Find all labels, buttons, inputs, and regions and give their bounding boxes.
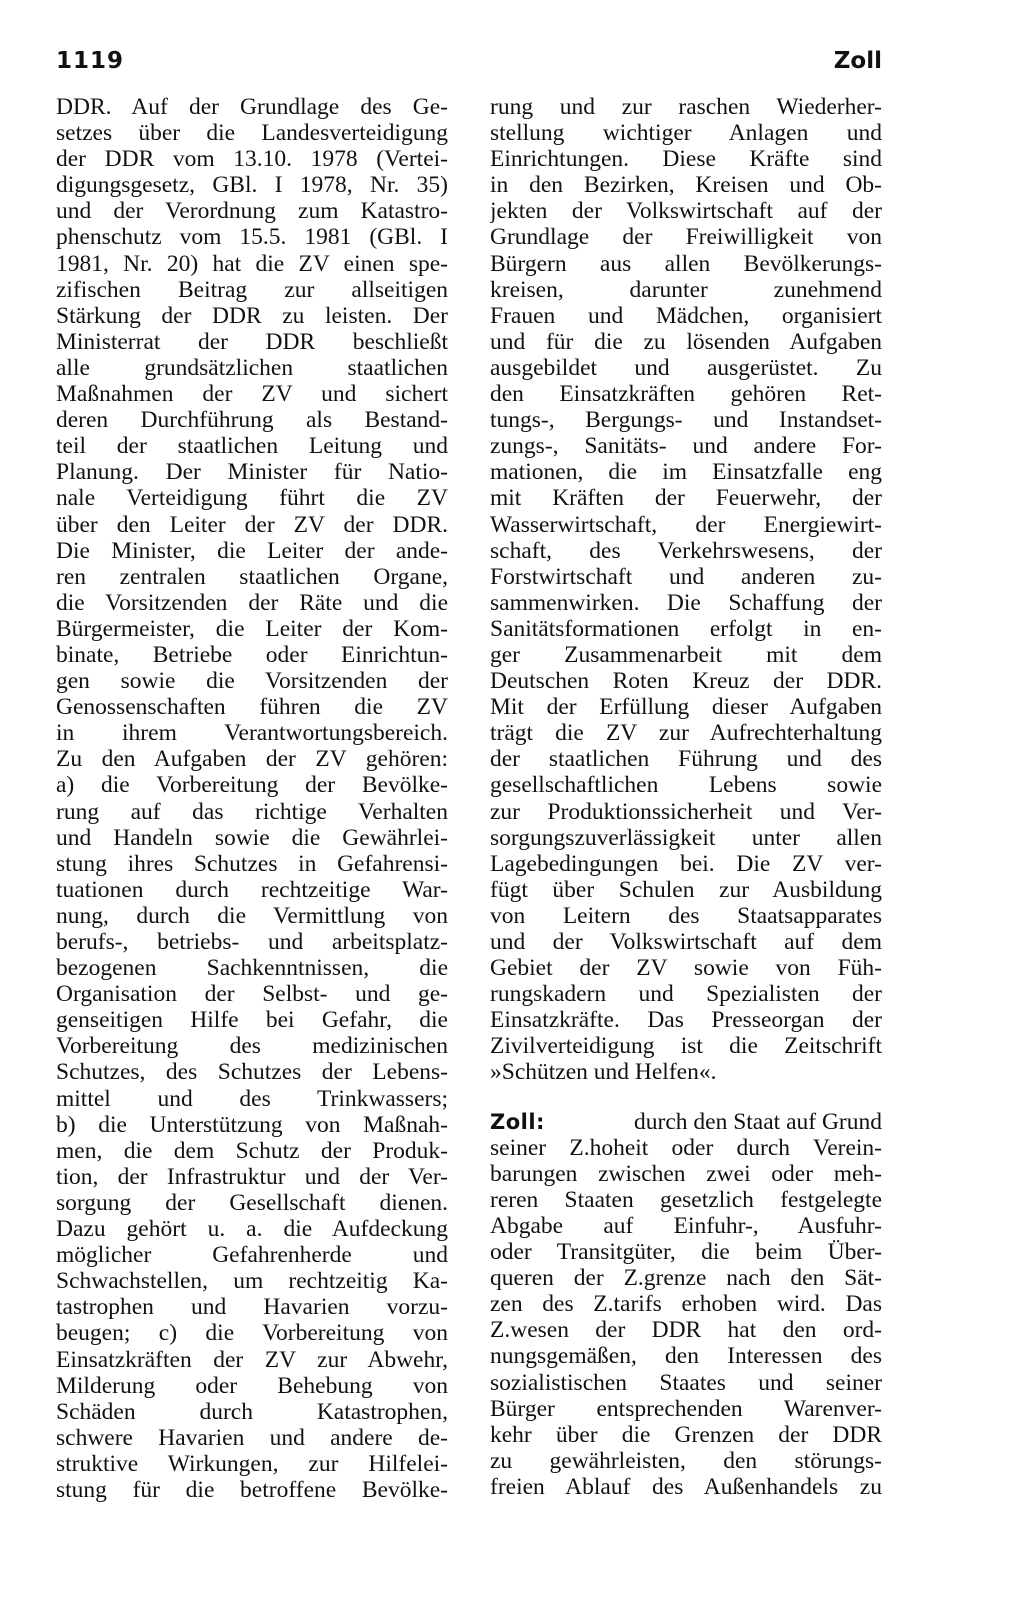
text-line: freien Ablauf des Außenhandels zu (490, 1473, 882, 1500)
text-line: Forstwirtschaft und anderen zu- (490, 563, 882, 590)
text-line: gen sowie die Vorsitzenden der (56, 668, 448, 695)
text-line: mittel und des Trinkwassers; (56, 1085, 448, 1112)
text-line: Abgabe auf Einfuhr-, Ausfuhr- (490, 1212, 882, 1239)
text-line: der DDR vom 13.10. 1978 (Vertei- (56, 146, 448, 173)
text-line: der staatlichen Führung und des (490, 746, 882, 773)
text-line: Schutzes, des Schutzes der Lebens- (56, 1059, 448, 1086)
text-line: setzes über die Landesverteidigung (56, 120, 448, 147)
text-line: Die Minister, die Leiter der ande- (56, 537, 448, 564)
left-column (56, 94, 448, 1503)
text-line: schaft, des Verkehrswesens, der (490, 537, 882, 564)
text-line: gesellschaftlichen Lebens sowie (490, 772, 882, 799)
text-line: rung auf das richtige Verhalten (56, 798, 448, 825)
text-line: stellung wichtiger Anlagen und (490, 120, 882, 147)
text-line: struktive Wirkungen, zur Hilfelei- (56, 1450, 448, 1477)
continued-entry-text (490, 94, 882, 1086)
text-line: rung und zur raschen Wiederher- (490, 94, 882, 120)
text-line: in ihrem Verantwortungsbereich. (56, 720, 448, 747)
text-line: von Leitern des Staatsapparates (490, 902, 882, 929)
text-line: sozialistischen Staates und seiner (490, 1369, 882, 1396)
text-line: sorgung der Gesellschaft dienen. (56, 1189, 448, 1216)
text-line: und der Volkswirtschaft auf dem (490, 929, 882, 955)
entry-headword: Zoll: (490, 1109, 545, 1134)
text-line: beugen; c) die Vorbereitung von (56, 1320, 448, 1347)
text-line: oder Transitgüter, die beim Über- (490, 1239, 882, 1266)
text-line: Vorbereitung des medizinischen (56, 1033, 448, 1060)
text-line: kehr über die Grenzen der DDR (490, 1421, 882, 1448)
text-line: und für die zu lösenden Aufgaben (490, 328, 882, 355)
text-line: nale Verteidigung führt die ZV (56, 485, 448, 512)
text-line: Planung. Der Minister für Natio- (56, 459, 448, 486)
entry-separator (490, 1086, 882, 1109)
text-line: tuationen durch rechtzeitige War- (56, 876, 448, 903)
text-line: zungs-, Sanitäts- und andere For- (490, 433, 882, 460)
text-line: DDR. Auf der Grundlage des Ge- (56, 94, 448, 120)
text-line: sammenwirken. Die Schaffung der (490, 589, 882, 616)
text-line: zifischen Beitrag zur allseitigen (56, 276, 448, 303)
text-line: schwere Havarien und andere de- (56, 1424, 448, 1451)
text-line: b) die Unterstützung von Maßnah- (56, 1111, 448, 1138)
text-line: Frauen und Mädchen, organisiert (490, 302, 882, 329)
text-line: binate, Betriebe oder Einrichtun- (56, 641, 448, 668)
text-line: »Schützen und Helfen«. (490, 1059, 717, 1086)
text-line: berufs-, betriebs- und arbeitsplatz- (56, 929, 448, 955)
running-head: Zoll (833, 48, 882, 74)
text-line: Milderung oder Behebung von (56, 1372, 448, 1399)
text-line: a) die Vorbereitung der Bevölke- (56, 772, 448, 799)
text-line: zen des Z.tarifs erhoben wird. Das (490, 1291, 882, 1318)
text-line: tion, der Infrastruktur und der Ver- (56, 1163, 448, 1190)
text-line: seiner Z.hoheit oder durch Verein- (490, 1134, 882, 1161)
text-line: über den Leiter der ZV der DDR. (56, 511, 448, 538)
text-line: ger Zusammenarbeit mit dem (490, 641, 882, 668)
page-number: 1119 (56, 48, 125, 74)
text-line: nungsgemäßen, den Interessen des (490, 1343, 882, 1370)
text-line: trägt die ZV zur Aufrechterhaltung (490, 720, 882, 747)
text-line: Maßnahmen der ZV und sichert (56, 381, 448, 408)
text-line: Einrichtungen. Diese Kräfte sind (490, 146, 882, 173)
text-line: die Vorsitzenden der Räte und die (56, 589, 448, 616)
text-line: Zu den Aufgaben der ZV gehören: (56, 746, 448, 773)
text-line: Wasserwirtschaft, der Energiewirt- (490, 511, 882, 538)
text-line: und der Verordnung zum Katastro- (56, 198, 448, 225)
text-line: teil der staatlichen Leitung und (56, 433, 448, 460)
text-line: bezogenen Sachkenntnissen, die (56, 955, 448, 982)
text-line: rungskadern und Spezialisten der (490, 981, 882, 1008)
text-line: ausgebildet und ausgerüstet. Zu (490, 354, 882, 381)
text-line: Sanitätsformationen erfolgt in en- (490, 615, 882, 642)
text-line: stung für die betroffene Bevölke- (56, 1476, 448, 1503)
text-line: Bürgermeister, die Leiter der Kom- (56, 615, 448, 642)
text-line: Grundlage der Freiwilligkeit von (490, 224, 882, 251)
text-line: in den Bezirken, Kreisen und Ob- (490, 172, 882, 199)
text-line: Gebiet der ZV sowie von Füh- (490, 955, 882, 982)
text-line: Bürgern aus allen Bevölkerungs- (490, 250, 882, 277)
text-line: zur Produktionssicherheit und Ver- (490, 798, 882, 825)
text-line: reren Staaten gesetzlich festgelegte (490, 1186, 882, 1213)
text-line: tungs-, Bergungs- und Instandset- (490, 407, 882, 434)
zoll-entry-body (490, 1135, 882, 1500)
text-line: ren zentralen staatlichen Organe, (56, 563, 448, 590)
text-line: digungsgesetz, GBl. I 1978, Nr. 35) (56, 172, 448, 199)
text-line: Zivilverteidigung ist die Zeitschrift (490, 1033, 882, 1060)
text-line: Stärkung der DDR zu leisten. Der (56, 302, 448, 329)
text-line: genseitigen Hilfe bei Gefahr, die (56, 1007, 448, 1034)
text-line: Organisation der Selbst- und ge- (56, 981, 448, 1008)
text-line: stung ihres Schutzes in Gefahrensi- (56, 850, 448, 877)
text-line: Schäden durch Katastrophen, (56, 1398, 448, 1425)
text-line: queren der Z.grenze nach den Sät- (490, 1265, 882, 1292)
text-line: deren Durchführung als Bestand- (56, 407, 448, 434)
text-line: sorgungszuverlässigkeit unter allen (490, 824, 882, 851)
text-line: Mit der Erfüllung dieser Aufgaben (490, 694, 882, 721)
text-line: Genossenschaften führen die ZV (56, 694, 448, 721)
text-line: Bürger entsprechenden Warenver- (490, 1395, 882, 1422)
text-line: Schwachstellen, um rechtzeitig Ka- (56, 1268, 448, 1295)
entry-first-line-text: durch den Staat auf Grund (634, 1108, 882, 1135)
text-line: 1981, Nr. 20) hat die ZV einen spe- (56, 250, 448, 277)
text-line: alle grundsätzlichen staatlichen (56, 354, 448, 381)
text-line: barungen zwischen zwei oder meh- (490, 1160, 882, 1187)
text-line: Ministerrat der DDR beschließt (56, 328, 448, 355)
text-line: Deutschen Roten Kreuz der DDR. (490, 668, 882, 695)
text-line: und Handeln sowie die Gewährlei- (56, 824, 448, 851)
text-line: möglicher Gefahrenherde und (56, 1242, 448, 1269)
text-line: fügt über Schulen zur Ausbildung (490, 876, 882, 903)
text-line: jekten der Volkswirtschaft auf der (490, 198, 882, 225)
text-line: Z.wesen der DDR hat den ord- (490, 1317, 882, 1344)
page-header (56, 48, 882, 82)
text-line: Lagebedingungen bei. Die ZV ver- (490, 850, 882, 877)
text-line: nung, durch die Vermittlung von (56, 902, 448, 929)
right-column (490, 94, 882, 1500)
text-line: mationen, die im Einsatzfalle eng (490, 459, 882, 486)
text-line: Einsatzkräften der ZV zur Abwehr, (56, 1346, 448, 1373)
text-line: Dazu gehört u. a. die Aufdeckung (56, 1216, 448, 1243)
zoll-entry-first-line (490, 1109, 882, 1135)
text-line: men, die dem Schutz der Produk- (56, 1137, 448, 1164)
text-line: den Einsatzkräften gehören Ret- (490, 381, 882, 408)
text-line: zu gewährleisten, den störungs- (490, 1447, 882, 1474)
zoll-entry (490, 1109, 882, 1500)
text-line: mit Kräften der Feuerwehr, der (490, 485, 882, 512)
text-line: tastrophen und Havarien vorzu- (56, 1294, 448, 1321)
text-line: phenschutz vom 15.5. 1981 (GBl. I (56, 224, 448, 251)
text-line: kreisen, darunter zunehmend (490, 276, 882, 303)
text-line: Einsatzkräfte. Das Presseorgan der (490, 1007, 882, 1034)
